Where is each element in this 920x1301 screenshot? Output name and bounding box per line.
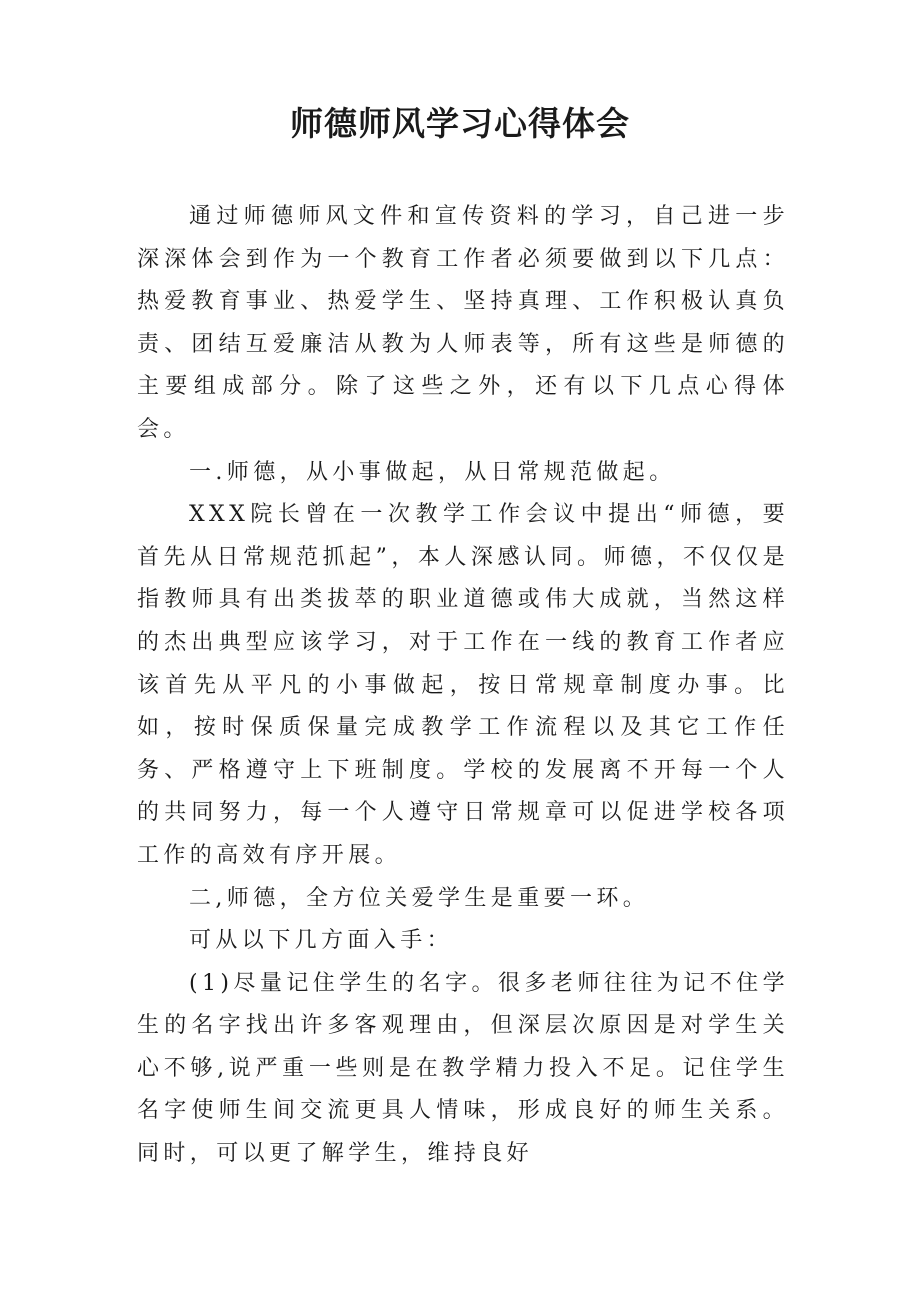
paragraph-section-1: XXX院长曾在一次教学工作会议中提出“师德，要首先从日常规范抓起”，本人深感认同。师德，不仅仅是指教师具有出类拔萃的职业道德或伟大成就，当然这样的杰出典型应该学习，对于工作在一线的教育工作者应该首先从平凡的小事做起，按日常规章制度办事。比如，按时保质保量完成教学工作流程以及其它工作任务、严格遵守上下班制度。学校的发展离不开每一个人的共同努力，每一个人遵守日常规章可以促进学校各项工作的高效有序开展。: [137, 502, 789, 868]
paragraph-lead-in: 可从以下几方面入手：: [189, 928, 454, 954]
document-title: 师德师风学习心得体会: [290, 104, 630, 143]
paragraph-item-1: (1)尽量记住学生的名字。很多老师往往为记不住学生的名字找出许多客观理由，但深层次原因是对学生关心不够,说严重一些则是在教学精力投入不足。记住学生名字使师生间交流更具人情味，形成良好的师生关系。同时，可以更了解学生，维持良好: [137, 970, 789, 1167]
document-body: [137, 196, 789, 1176]
section-heading-2: 二,师德，全方位关爱学生是重要一环。: [189, 885, 650, 911]
paragraph-intro: 通过师德师风文件和宣传资料的学习，自己进一步深深体会到作为一个教育工作者必须要做到以下几点：热爱教育事业、热爱学生、坚持真理、工作积极认真负责、团结互爱廉洁从教为人师表等，所有这些是师德的主要组成部分。除了这些之外，还有以下几点心得体会。: [137, 204, 789, 442]
section-heading-1: 一.师德，从小事做起，从日常规范做起。: [189, 459, 676, 485]
